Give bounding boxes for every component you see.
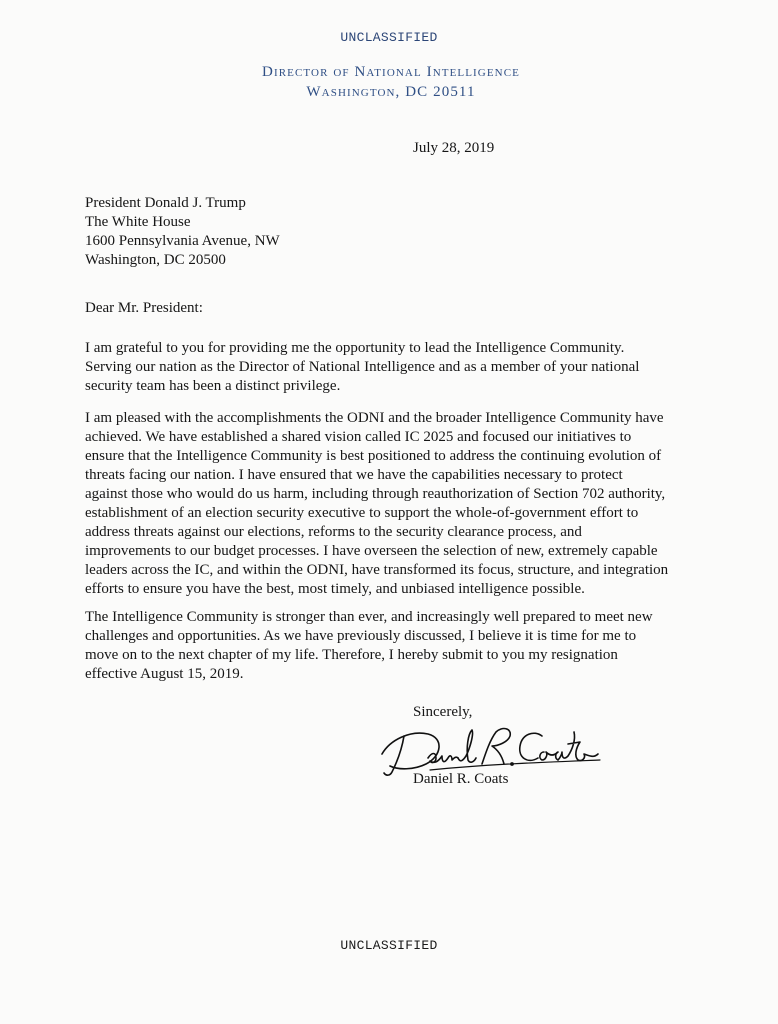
classification-footer: UNCLASSIFIED bbox=[340, 938, 438, 953]
paragraph-line: leaders across the IC, and within the ODNI, have transformed its focus, structure, and integration bbox=[85, 562, 669, 578]
paragraph-line: efforts to ensure you have the best, most timely, and unbiased intelligence possible. bbox=[85, 581, 585, 597]
paragraph-line: I am grateful to you for providing me the opportunity to lead the Intelligence Community. bbox=[85, 340, 625, 356]
recipient-street: 1600 Pennsylvania Avenue, NW bbox=[85, 233, 280, 249]
paragraph-line: security team has been a distinct privilege. bbox=[85, 378, 341, 394]
classification-header: UNCLASSIFIED bbox=[340, 30, 438, 45]
recipient-name: President Donald J. Trump bbox=[85, 195, 246, 211]
paragraph-line: address threats against our elections, reforms to the security clearance process, and bbox=[85, 524, 582, 540]
signer-name: Daniel R. Coats bbox=[413, 771, 509, 787]
paragraph-line: challenges and opportunities. As we have previously discussed, I believe it is time for me to bbox=[85, 628, 637, 644]
paragraph-line: achieved. We have established a shared vision called IC 2025 and focused our initiatives to bbox=[85, 429, 632, 445]
paragraph-gratitude bbox=[85, 339, 705, 396]
letter-date: July 28, 2019 bbox=[413, 140, 495, 156]
recipient-address bbox=[85, 194, 280, 270]
paragraph-line: effective August 15, 2019. bbox=[85, 666, 244, 682]
paragraph-resignation bbox=[85, 608, 705, 684]
letterhead-location: Washington, DC 20511 bbox=[306, 84, 476, 100]
letterhead-office: Director of National Intelligence bbox=[262, 64, 520, 80]
recipient-city: Washington, DC 20500 bbox=[85, 252, 226, 268]
paragraph-line: establishment of an election security executive to support the whole-of-government effort to bbox=[85, 505, 639, 521]
salutation: Dear Mr. President: bbox=[85, 300, 203, 316]
paragraph-line: ensure that the Intelligence Community is best positioned to address the continuing evolution of bbox=[85, 448, 662, 464]
closing: Sincerely, bbox=[413, 704, 473, 720]
paragraph-line: I am pleased with the accomplishments the ODNI and the broader Intelligence Community have bbox=[85, 410, 664, 426]
paragraph-line: improvements to our budget processes. I have overseen the selection of new, extremely capable bbox=[85, 543, 658, 559]
paragraph-line: against those who would do us harm, including through reauthorization of Section 702 authority, bbox=[85, 486, 666, 502]
paragraph-line: threats facing our nation. I have ensured that we have the capabilities necessary to protect bbox=[85, 467, 623, 483]
paragraph-accomplishments bbox=[85, 409, 705, 599]
paragraph-line: move on to the next chapter of my life. Therefore, I hereby submit to you my resignation bbox=[85, 647, 618, 663]
paragraph-line: Serving our nation as the Director of National Intelligence and as a member of your national bbox=[85, 359, 640, 375]
recipient-organization: The White House bbox=[85, 214, 191, 230]
paragraph-line: The Intelligence Community is stronger than ever, and increasingly well prepared to meet new bbox=[85, 609, 653, 625]
